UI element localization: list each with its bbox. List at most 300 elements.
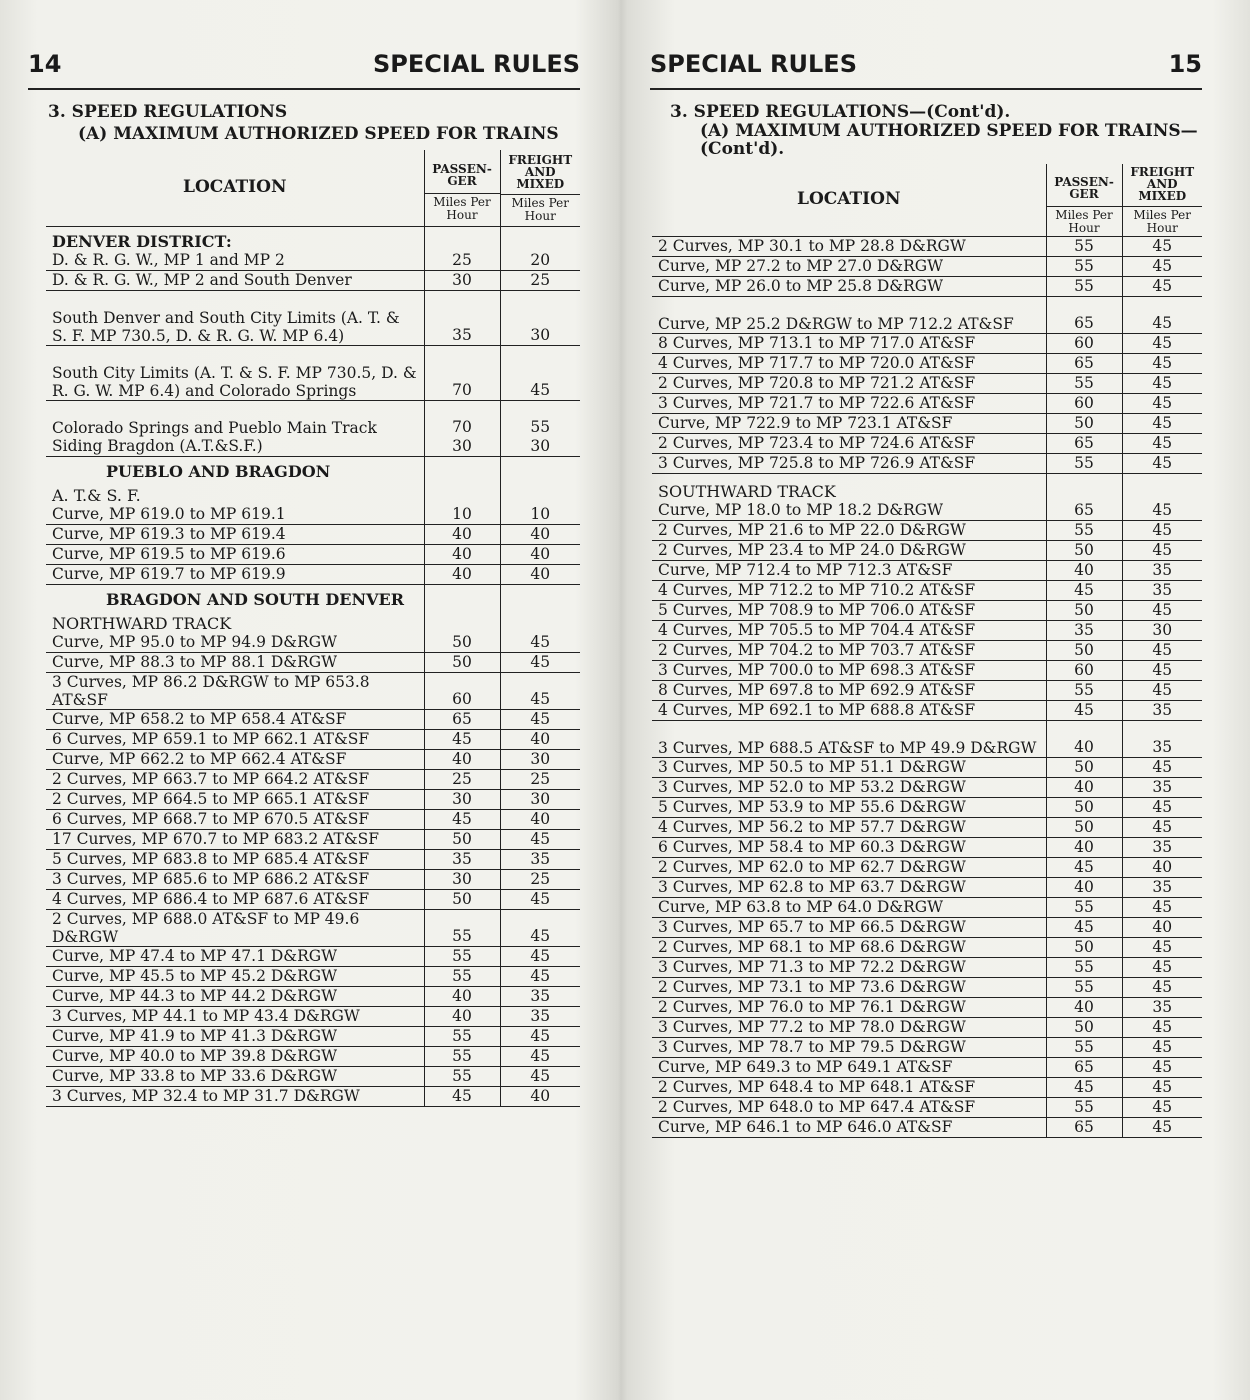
right-page <box>650 0 1202 1400</box>
passenger-speed-cell: 55 <box>1046 520 1122 540</box>
freight-speed-cell: 35 <box>500 849 580 869</box>
table-row <box>652 453 1202 473</box>
table-row <box>46 889 580 909</box>
right-passenger-header: PASSEN-GER <box>1054 175 1114 202</box>
location-cell: Siding Bragdon (A.T.&S.F.) <box>46 437 424 457</box>
subheading-text: DENVER DISTRICT: <box>52 231 232 251</box>
table-row <box>652 917 1202 937</box>
passenger-speed-cell: 40 <box>424 986 500 1006</box>
location-cell: 2 Curves, MP 720.8 to MP 721.2 AT&SF <box>652 373 1046 393</box>
location-cell: 4 Curves, MP 56.2 to MP 57.7 D&RGW <box>652 817 1046 837</box>
passenger-speed-cell: 65 <box>1046 501 1122 521</box>
location-cell: Curve, MP 722.9 to MP 723.1 AT&SF <box>652 413 1046 433</box>
location-cell: Curve, MP 25.2 D&RGW to MP 712.2 AT&SF <box>652 296 1046 333</box>
table-row <box>652 797 1202 817</box>
location-cell: 3 Curves, MP 32.4 to MP 31.7 D&RGW <box>46 1086 424 1106</box>
subheading-text: SOUTHWARD TRACK <box>658 481 836 501</box>
freight-speed-cell: 40 <box>500 809 580 829</box>
freight-speed-cell: 45 <box>1122 1117 1202 1137</box>
location-cell: 3 Curves, MP 700.0 to MP 698.3 AT&SF <box>652 660 1046 680</box>
freight-speed-cell: 40 <box>500 1086 580 1106</box>
passenger-speed-cell: 40 <box>424 544 500 564</box>
subheading-text: BRAGDON AND SOUTH DENVER <box>106 589 405 609</box>
location-cell: 3 Curves, MP 725.8 to MP 726.9 AT&SF <box>652 453 1046 473</box>
passenger-speed-cell: 45 <box>424 809 500 829</box>
passenger-speed-cell: 60 <box>1046 333 1122 353</box>
passenger-speed-cell: 40 <box>1046 777 1122 797</box>
passenger-speed-cell: 45 <box>424 1086 500 1106</box>
table-row <box>46 400 580 437</box>
freight-speed-cell: 45 <box>1122 520 1202 540</box>
location-cell: Curve, MP 26.0 to MP 25.8 D&RGW <box>652 276 1046 296</box>
right-subsection-title: (A) MAXIMUM AUTHORIZED SPEED FOR TRAINS—(Cont'd). <box>700 121 1198 159</box>
table-row <box>652 276 1202 296</box>
location-cell: 2 Curves, MP 30.1 to MP 28.8 D&RGW <box>652 236 1046 256</box>
location-cell: Curve, MP 27.2 to MP 27.0 D&RGW <box>652 256 1046 276</box>
location-cell: 2 Curves, MP 688.0 AT&SF to MP 49.6 D&RGW <box>46 909 424 946</box>
table-row <box>46 1046 580 1066</box>
location-cell: 4 Curves, MP 686.4 to MP 687.6 AT&SF <box>46 889 424 909</box>
freight-speed-cell: 45 <box>1122 236 1202 256</box>
table-row <box>652 1037 1202 1057</box>
subheading-text: NORTHWARD TRACK <box>52 613 232 633</box>
table-row <box>652 520 1202 540</box>
left-header-title: SPECIAL RULES <box>373 50 580 78</box>
passenger-speed-cell: 55 <box>424 966 500 986</box>
passenger-speed-cell: 65 <box>1046 1117 1122 1137</box>
passenger-speed-cell: 55 <box>424 946 500 966</box>
passenger-speed-cell: 45 <box>424 729 500 749</box>
location-cell: Curve, MP 646.1 to MP 646.0 AT&SF <box>652 1117 1046 1137</box>
freight-speed-cell: 45 <box>1122 353 1202 373</box>
freight-speed-cell: 45 <box>500 909 580 946</box>
location-cell: 2 Curves, MP 648.4 to MP 648.1 AT&SF <box>652 1077 1046 1097</box>
freight-speed-cell: 45 <box>1122 1097 1202 1117</box>
table-row <box>46 652 580 672</box>
location-cell: 3 Curves, MP 688.5 AT&SF to MP 49.9 D&RGW <box>652 720 1046 757</box>
table-row <box>46 986 580 1006</box>
freight-speed-cell: 30 <box>1122 620 1202 640</box>
table-subheading <box>46 226 580 251</box>
left-page-header <box>28 48 580 90</box>
location-cell: Curve, MP 619.5 to MP 619.6 <box>46 544 424 564</box>
location-cell: Curve, MP 33.8 to MP 33.6 D&RGW <box>46 1066 424 1086</box>
table-row <box>652 413 1202 433</box>
left-section-title: 3. SPEED REGULATIONS <box>48 102 288 122</box>
table-row <box>46 769 580 789</box>
freight-speed-cell: 45 <box>1122 977 1202 997</box>
table-row <box>46 869 580 889</box>
freight-speed-cell: 35 <box>1122 997 1202 1017</box>
passenger-speed-cell: 65 <box>1046 1057 1122 1077</box>
table-row <box>46 729 580 749</box>
table-row <box>46 1006 580 1026</box>
passenger-speed-cell: 70 <box>424 345 500 400</box>
freight-speed-cell: 20 <box>500 251 580 271</box>
passenger-speed-cell: 55 <box>1046 977 1122 997</box>
freight-speed-cell: 45 <box>1122 453 1202 473</box>
freight-speed-cell: 45 <box>1122 897 1202 917</box>
location-cell: 17 Curves, MP 670.7 to MP 683.2 AT&SF <box>46 829 424 849</box>
passenger-speed-cell: 55 <box>1046 1037 1122 1057</box>
table-row <box>652 1057 1202 1077</box>
passenger-speed-cell: 45 <box>1046 917 1122 937</box>
freight-speed-cell: 40 <box>1122 857 1202 877</box>
location-cell: 3 Curves, MP 50.5 to MP 51.1 D&RGW <box>652 757 1046 777</box>
passenger-speed-cell: 50 <box>424 889 500 909</box>
location-cell: Curve, MP 41.9 to MP 41.3 D&RGW <box>46 1026 424 1046</box>
freight-speed-cell: 10 <box>500 505 580 525</box>
table-row <box>652 937 1202 957</box>
passenger-speed-cell: 60 <box>1046 660 1122 680</box>
passenger-speed-cell: 55 <box>1046 1097 1122 1117</box>
freight-speed-cell: 45 <box>1122 1057 1202 1077</box>
location-cell: 4 Curves, MP 692.1 to MP 688.8 AT&SF <box>652 700 1046 720</box>
location-cell: 5 Curves, MP 683.8 to MP 685.4 AT&SF <box>46 849 424 869</box>
freight-speed-cell: 40 <box>500 524 580 544</box>
freight-speed-cell: 45 <box>1122 256 1202 276</box>
passenger-speed-cell: 40 <box>1046 877 1122 897</box>
location-cell: Curve, MP 619.0 to MP 619.1 <box>46 505 424 525</box>
freight-speed-cell: 45 <box>1122 1037 1202 1057</box>
passenger-speed-cell: 65 <box>1046 296 1122 333</box>
freight-speed-cell: 45 <box>500 966 580 986</box>
table-row <box>46 789 580 809</box>
table-row <box>46 270 580 290</box>
left-table-header <box>46 150 580 226</box>
table-subheading <box>652 473 1202 501</box>
passenger-speed-cell: 55 <box>1046 453 1122 473</box>
passenger-speed-cell: 50 <box>1046 817 1122 837</box>
passenger-speed-cell: 50 <box>1046 413 1122 433</box>
table-row <box>46 966 580 986</box>
table-row <box>652 680 1202 700</box>
table-row <box>652 333 1202 353</box>
table-row <box>652 720 1202 757</box>
passenger-speed-cell: 50 <box>1046 540 1122 560</box>
passenger-speed-cell: 55 <box>1046 897 1122 917</box>
passenger-speed-cell: 50 <box>1046 1017 1122 1037</box>
passenger-speed-cell: 35 <box>424 290 500 345</box>
location-cell: 6 Curves, MP 58.4 to MP 60.3 D&RGW <box>652 837 1046 857</box>
location-cell: Curve, MP 658.2 to MP 658.4 AT&SF <box>46 709 424 729</box>
table-row <box>652 1017 1202 1037</box>
freight-speed-cell: 45 <box>500 672 580 709</box>
freight-speed-cell: 30 <box>500 437 580 457</box>
passenger-speed-cell: 55 <box>1046 256 1122 276</box>
passenger-speed-cell: 30 <box>424 437 500 457</box>
right-freight-unit: Miles Per Hour <box>1123 206 1203 235</box>
freight-speed-cell: 55 <box>500 400 580 437</box>
location-cell: Curve, MP 662.2 to MP 662.4 AT&SF <box>46 749 424 769</box>
table-row <box>46 909 580 946</box>
passenger-speed-cell: 40 <box>1046 720 1122 757</box>
passenger-speed-cell: 25 <box>424 769 500 789</box>
passenger-speed-cell: 50 <box>1046 600 1122 620</box>
location-cell: South Denver and South City Limits (A. T. & S. F. MP 730.5, D. & R. G. W. MP 6.4) <box>46 290 424 345</box>
freight-speed-cell: 35 <box>500 986 580 1006</box>
passenger-speed-cell: 50 <box>424 633 500 653</box>
freight-speed-cell: 45 <box>1122 817 1202 837</box>
freight-speed-cell: 30 <box>500 789 580 809</box>
table-subheading <box>46 584 580 609</box>
freight-speed-cell: 40 <box>500 544 580 564</box>
table-subheading <box>46 481 580 505</box>
location-cell: Curve, MP 649.3 to MP 649.1 AT&SF <box>652 1057 1046 1077</box>
subheading-text: PUEBLO AND BRAGDON <box>106 461 331 481</box>
table-row <box>46 290 580 345</box>
table-row <box>652 236 1202 256</box>
location-cell: 2 Curves, MP 62.0 to MP 62.7 D&RGW <box>652 857 1046 877</box>
passenger-speed-cell: 40 <box>424 524 500 544</box>
table-row <box>46 251 580 271</box>
freight-speed-cell: 30 <box>500 290 580 345</box>
location-cell: 2 Curves, MP 648.0 to MP 647.4 AT&SF <box>652 1097 1046 1117</box>
table-row <box>46 1086 580 1106</box>
left-subsection-title: (A) MAXIMUM AUTHORIZED SPEED FOR TRAINS <box>78 124 559 144</box>
freight-speed-cell: 45 <box>1122 660 1202 680</box>
passenger-speed-cell: 70 <box>424 400 500 437</box>
table-row <box>652 957 1202 977</box>
table-row <box>652 256 1202 276</box>
freight-speed-cell: 30 <box>500 749 580 769</box>
passenger-speed-cell: 45 <box>1046 857 1122 877</box>
left-location-header: LOCATION <box>46 150 424 226</box>
location-cell: Curve, MP 45.5 to MP 45.2 D&RGW <box>46 966 424 986</box>
passenger-speed-cell: 50 <box>1046 937 1122 957</box>
table-row <box>46 749 580 769</box>
location-cell: 4 Curves, MP 717.7 to MP 720.0 AT&SF <box>652 353 1046 373</box>
passenger-speed-cell: 55 <box>1046 957 1122 977</box>
freight-speed-cell: 25 <box>500 769 580 789</box>
right-section-title: 3. SPEED REGULATIONS—(Cont'd). <box>670 102 1011 122</box>
passenger-speed-cell: 45 <box>1046 1077 1122 1097</box>
left-passenger-header: PASSEN-GER <box>432 162 492 189</box>
passenger-speed-cell: 65 <box>1046 433 1122 453</box>
table-row <box>652 857 1202 877</box>
table-row <box>652 433 1202 453</box>
passenger-speed-cell: 60 <box>1046 393 1122 413</box>
passenger-speed-cell: 40 <box>424 1006 500 1026</box>
left-freight-unit: Miles Per Hour <box>501 194 581 223</box>
location-cell: 3 Curves, MP 44.1 to MP 43.4 D&RGW <box>46 1006 424 1026</box>
table-subheading <box>46 456 580 481</box>
location-cell: 3 Curves, MP 62.8 to MP 63.7 D&RGW <box>652 877 1046 897</box>
table-row <box>46 849 580 869</box>
passenger-speed-cell: 25 <box>424 251 500 271</box>
freight-speed-cell: 25 <box>500 270 580 290</box>
freight-speed-cell: 45 <box>1122 957 1202 977</box>
passenger-speed-cell: 55 <box>1046 680 1122 700</box>
freight-speed-cell: 45 <box>1122 1017 1202 1037</box>
table-row <box>46 1066 580 1086</box>
table-row <box>46 437 580 457</box>
right-passenger-unit: Miles Per Hour <box>1047 206 1122 235</box>
passenger-speed-cell: 45 <box>1046 700 1122 720</box>
location-cell: 3 Curves, MP 52.0 to MP 53.2 D&RGW <box>652 777 1046 797</box>
freight-speed-cell: 45 <box>1122 680 1202 700</box>
freight-speed-cell: 45 <box>500 946 580 966</box>
passenger-speed-cell: 55 <box>424 1046 500 1066</box>
freight-speed-cell: 35 <box>1122 720 1202 757</box>
table-row <box>46 709 580 729</box>
location-cell: 3 Curves, MP 77.2 to MP 78.0 D&RGW <box>652 1017 1046 1037</box>
passenger-speed-cell: 50 <box>1046 797 1122 817</box>
location-cell: 8 Curves, MP 713.1 to MP 717.0 AT&SF <box>652 333 1046 353</box>
location-cell: 3 Curves, MP 86.2 D&RGW to MP 653.8 AT&SF <box>46 672 424 709</box>
freight-speed-cell: 35 <box>1122 837 1202 857</box>
right-speed-table <box>652 164 1202 1138</box>
location-cell: South City Limits (A. T. & S. F. MP 730.5, D. & R. G. W. MP 6.4) and Colorado Springs <box>46 345 424 400</box>
left-passenger-unit: Miles Per Hour <box>425 193 500 222</box>
freight-speed-cell: 35 <box>1122 580 1202 600</box>
passenger-speed-cell: 40 <box>1046 997 1122 1017</box>
freight-speed-cell: 25 <box>500 869 580 889</box>
location-cell: 2 Curves, MP 68.1 to MP 68.6 D&RGW <box>652 937 1046 957</box>
freight-speed-cell: 45 <box>500 709 580 729</box>
freight-speed-cell: 45 <box>1122 600 1202 620</box>
location-cell: 5 Curves, MP 53.9 to MP 55.6 D&RGW <box>652 797 1046 817</box>
location-cell: Curve, MP 44.3 to MP 44.2 D&RGW <box>46 986 424 1006</box>
passenger-speed-cell: 35 <box>1046 620 1122 640</box>
freight-speed-cell: 45 <box>1122 1077 1202 1097</box>
freight-speed-cell: 45 <box>1122 797 1202 817</box>
right-page-number: 15 <box>1168 50 1202 78</box>
passenger-speed-cell: 40 <box>1046 837 1122 857</box>
table-row <box>652 1077 1202 1097</box>
table-row <box>46 505 580 525</box>
right-freight-header: FREIGHT AND MIXED <box>1130 165 1195 204</box>
freight-speed-cell: 35 <box>1122 560 1202 580</box>
location-cell: 2 Curves, MP 723.4 to MP 724.6 AT&SF <box>652 433 1046 453</box>
left-freight-header: FREIGHT AND MIXED <box>508 153 573 192</box>
table-row <box>46 345 580 400</box>
freight-speed-cell: 45 <box>500 633 580 653</box>
table-row <box>652 837 1202 857</box>
freight-speed-cell: 45 <box>500 345 580 400</box>
location-cell: 2 Curves, MP 23.4 to MP 24.0 D&RGW <box>652 540 1046 560</box>
location-cell: 2 Curves, MP 73.1 to MP 73.6 D&RGW <box>652 977 1046 997</box>
subheading-text: A. T.& S. F. <box>52 485 141 505</box>
location-cell: Curve, MP 88.3 to MP 88.1 D&RGW <box>46 652 424 672</box>
freight-speed-cell: 45 <box>500 1026 580 1046</box>
table-row <box>652 393 1202 413</box>
table-row <box>46 524 580 544</box>
table-row <box>46 544 580 564</box>
location-cell: Curve, MP 619.7 to MP 619.9 <box>46 564 424 584</box>
freight-speed-cell: 45 <box>1122 757 1202 777</box>
freight-speed-cell: 45 <box>1122 433 1202 453</box>
freight-speed-cell: 45 <box>1122 333 1202 353</box>
freight-speed-cell: 40 <box>1122 917 1202 937</box>
freight-speed-cell: 35 <box>1122 877 1202 897</box>
table-row <box>652 540 1202 560</box>
right-header-title: SPECIAL RULES <box>650 50 857 78</box>
freight-speed-cell: 45 <box>1122 501 1202 521</box>
freight-speed-cell: 45 <box>1122 640 1202 660</box>
location-cell: 2 Curves, MP 663.7 to MP 664.2 AT&SF <box>46 769 424 789</box>
location-cell: Colorado Springs and Pueblo Main Track <box>52 418 377 437</box>
passenger-speed-cell: 50 <box>424 652 500 672</box>
freight-speed-cell: 45 <box>1122 296 1202 333</box>
passenger-speed-cell: 55 <box>1046 236 1122 256</box>
passenger-speed-cell: 55 <box>424 909 500 946</box>
freight-speed-cell: 45 <box>500 652 580 672</box>
table-row <box>46 829 580 849</box>
left-page <box>28 0 580 1400</box>
passenger-speed-cell: 35 <box>424 849 500 869</box>
passenger-speed-cell: 50 <box>1046 640 1122 660</box>
location-cell: 3 Curves, MP 721.7 to MP 722.6 AT&SF <box>652 393 1046 413</box>
table-row <box>652 373 1202 393</box>
table-row <box>652 700 1202 720</box>
table-row <box>652 757 1202 777</box>
freight-speed-cell: 40 <box>500 729 580 749</box>
table-row <box>652 353 1202 373</box>
location-cell: 2 Curves, MP 76.0 to MP 76.1 D&RGW <box>652 997 1046 1017</box>
location-cell: 3 Curves, MP 71.3 to MP 72.2 D&RGW <box>652 957 1046 977</box>
table-row <box>652 997 1202 1017</box>
location-cell: 4 Curves, MP 705.5 to MP 704.4 AT&SF <box>652 620 1046 640</box>
right-table-header <box>652 164 1202 236</box>
passenger-speed-cell: 30 <box>424 270 500 290</box>
passenger-speed-cell: 30 <box>424 789 500 809</box>
freight-speed-cell: 45 <box>1122 393 1202 413</box>
location-cell: 2 Curves, MP 664.5 to MP 665.1 AT&SF <box>46 789 424 809</box>
table-row <box>652 560 1202 580</box>
table-row <box>652 640 1202 660</box>
location-cell: Curve, MP 712.4 to MP 712.3 AT&SF <box>652 560 1046 580</box>
table-row <box>652 817 1202 837</box>
freight-speed-cell: 45 <box>500 829 580 849</box>
freight-speed-cell: 45 <box>500 889 580 909</box>
passenger-speed-cell: 55 <box>1046 276 1122 296</box>
location-cell: D. & R. G. W., MP 2 and South Denver <box>46 270 424 290</box>
location-cell: Curve, MP 47.4 to MP 47.1 D&RGW <box>46 946 424 966</box>
passenger-speed-cell: 45 <box>1046 580 1122 600</box>
freight-speed-cell: 45 <box>500 1066 580 1086</box>
table-row <box>652 620 1202 640</box>
passenger-speed-cell: 55 <box>1046 373 1122 393</box>
table-row <box>652 897 1202 917</box>
passenger-speed-cell: 55 <box>424 1026 500 1046</box>
location-cell: 4 Curves, MP 712.2 to MP 710.2 AT&SF <box>652 580 1046 600</box>
right-page-header <box>650 48 1202 90</box>
passenger-speed-cell: 50 <box>1046 757 1122 777</box>
location-cell: 3 Curves, MP 685.6 to MP 686.2 AT&SF <box>46 869 424 889</box>
table-row <box>652 977 1202 997</box>
table-row <box>46 946 580 966</box>
passenger-speed-cell: 40 <box>424 564 500 584</box>
location-cell: D. & R. G. W., MP 1 and MP 2 <box>46 251 424 271</box>
table-row <box>652 777 1202 797</box>
table-row <box>652 501 1202 521</box>
location-cell: Curve, MP 63.8 to MP 64.0 D&RGW <box>652 897 1046 917</box>
left-page-number: 14 <box>28 50 62 78</box>
passenger-speed-cell: 60 <box>424 672 500 709</box>
table-row <box>652 1117 1202 1137</box>
location-cell: 3 Curves, MP 65.7 to MP 66.5 D&RGW <box>652 917 1046 937</box>
table-row <box>46 672 580 709</box>
passenger-speed-cell: 40 <box>424 749 500 769</box>
table-row <box>652 580 1202 600</box>
freight-speed-cell: 45 <box>500 1046 580 1066</box>
freight-speed-cell: 45 <box>1122 937 1202 957</box>
location-cell: 2 Curves, MP 21.6 to MP 22.0 D&RGW <box>652 520 1046 540</box>
passenger-speed-cell: 30 <box>424 869 500 889</box>
table-row <box>652 877 1202 897</box>
location-cell: 6 Curves, MP 668.7 to MP 670.5 AT&SF <box>46 809 424 829</box>
